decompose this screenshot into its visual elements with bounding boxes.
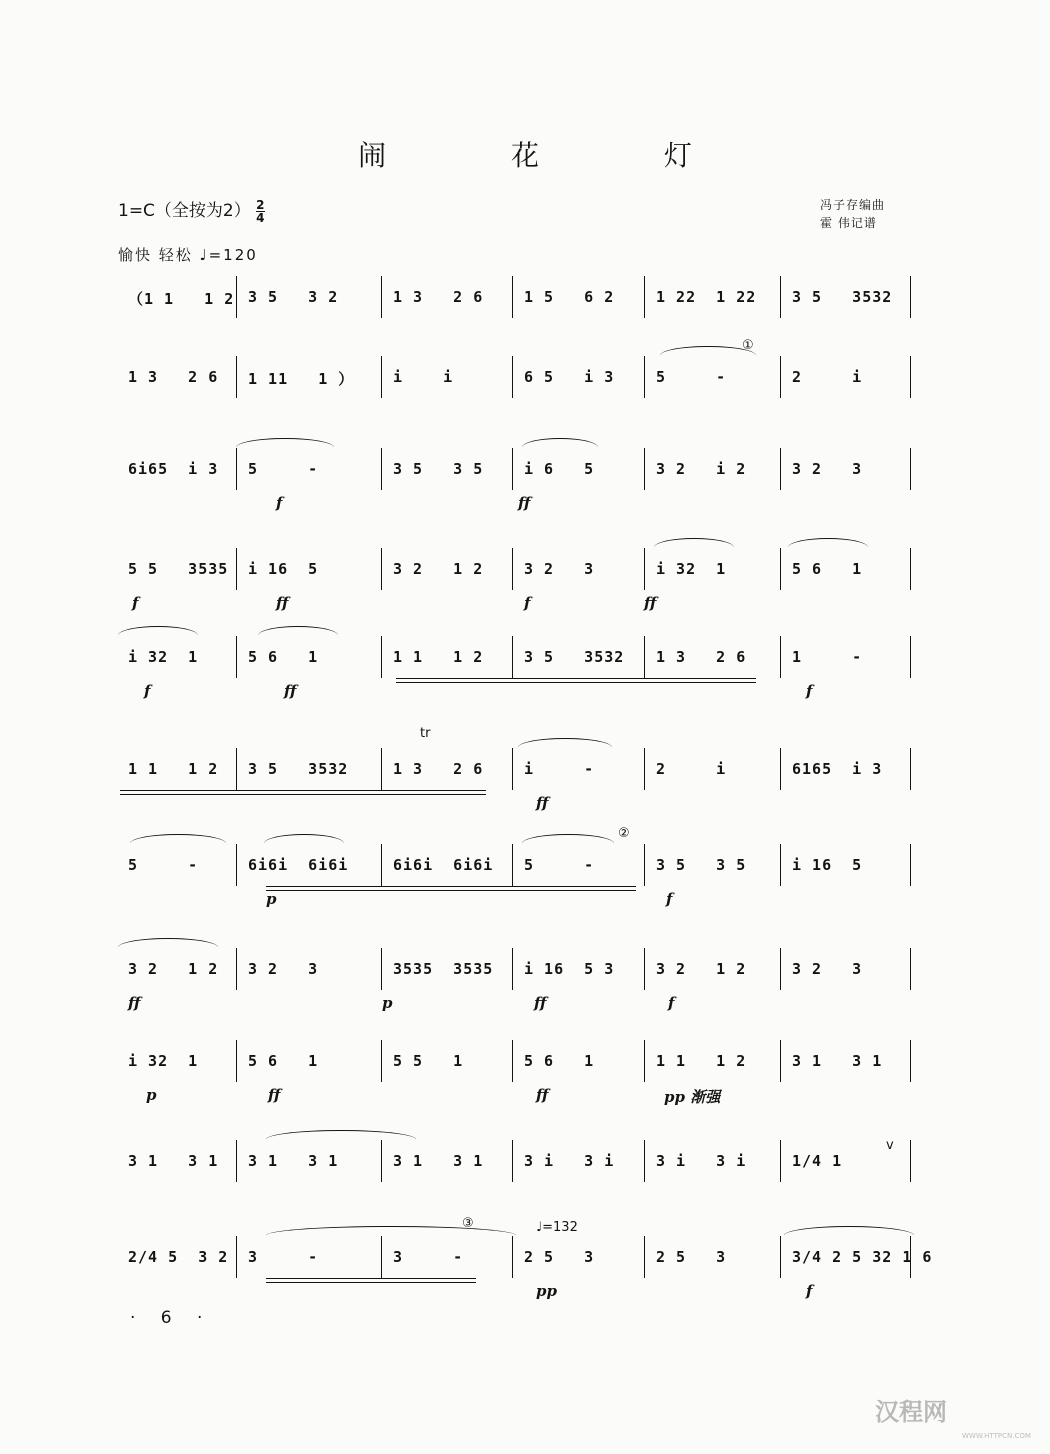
measure: i - (524, 760, 595, 778)
measure: 3 2 1 2 (656, 960, 747, 978)
time-signature: $\frac{2}{4}$ (256, 197, 265, 225)
score-annotation: ② (618, 826, 630, 841)
dynamic-marking: ff (534, 994, 547, 1012)
measure: i 16 5 3 (524, 960, 615, 978)
score-system (116, 1140, 926, 1200)
barline (780, 844, 781, 886)
barline (512, 1140, 513, 1182)
score-system (116, 548, 926, 612)
barline (236, 356, 237, 398)
measure: 5 - (248, 460, 319, 478)
slur (266, 1130, 416, 1149)
measure: （1 1 1 2 (128, 290, 235, 308)
dynamic-marking: f (806, 1282, 813, 1300)
barline (644, 1236, 645, 1278)
measure: i 6 5 (524, 460, 595, 478)
barline (236, 748, 237, 790)
transcriber-credit: 霍 伟记谱 (820, 216, 877, 230)
crescendo-line (396, 678, 756, 683)
slur (660, 346, 756, 365)
measure: i 16 5 (248, 560, 319, 578)
measure: 5 5 3535 (128, 560, 229, 578)
slur (654, 538, 734, 557)
composer-credit: 冯子存编曲 (820, 198, 886, 212)
barline (780, 636, 781, 678)
dynamic-marking: ff (518, 494, 531, 512)
measure: 5 6 1 (248, 1052, 319, 1070)
dynamic-marking: f (666, 890, 673, 908)
dynamic-marking: f (144, 682, 151, 700)
measure: 3 5 3 5 (656, 856, 747, 874)
barline (910, 948, 911, 990)
barline (780, 1236, 781, 1278)
barline (644, 448, 645, 490)
measure: 1 3 2 6 (393, 288, 484, 306)
measure: 2/4 5 3 2 (128, 1248, 229, 1266)
measure: 1/4 1 (792, 1152, 843, 1170)
measure: 3 - (248, 1248, 319, 1266)
barline (236, 844, 237, 886)
dynamic-marking: f (668, 994, 675, 1012)
barline (512, 356, 513, 398)
barline (644, 356, 645, 398)
barline (644, 948, 645, 990)
measure: 5 5 1 (393, 1052, 464, 1070)
dynamic-marking: f (806, 682, 813, 700)
barline (780, 448, 781, 490)
tempo-marking: 愉快 轻松 ♩=120 (118, 246, 258, 264)
dynamic-marking: p (146, 1086, 157, 1104)
crescendo-line (266, 1278, 476, 1283)
slur (522, 438, 598, 457)
barline (644, 276, 645, 318)
barline (780, 1140, 781, 1182)
slur (130, 834, 226, 853)
barline (780, 276, 781, 318)
barline (780, 948, 781, 990)
measure: 5 6 1 (792, 560, 863, 578)
barline (381, 636, 382, 678)
score-annotation: ① (742, 338, 754, 353)
slur (118, 938, 218, 957)
barline (910, 844, 911, 886)
dynamic-marking: f (524, 594, 531, 612)
measure: i 16 5 (792, 856, 863, 874)
measure: 3 i 3 i (524, 1152, 615, 1170)
page-number: · 6 · (130, 1308, 213, 1328)
score-system (116, 826, 926, 908)
barline (512, 448, 513, 490)
dynamic-marking: pp 渐强 (664, 1088, 721, 1106)
barline (236, 1040, 237, 1082)
barline (381, 356, 382, 398)
measure: 3 5 3532 (524, 648, 625, 666)
dynamic-marking: ff (276, 594, 289, 612)
score-system (116, 276, 926, 336)
watermark-url: WWW.HTTPCN.COM (962, 1432, 1031, 1440)
barline (644, 844, 645, 886)
barline (644, 636, 645, 678)
measure: i 32 1 (656, 560, 727, 578)
measure: 3 i 3 i (656, 1152, 747, 1170)
slur (264, 834, 344, 853)
barline (644, 1040, 645, 1082)
measure: 3 1 3 1 (248, 1152, 339, 1170)
barline (512, 276, 513, 318)
slur (784, 1226, 914, 1245)
score-system (116, 1040, 926, 1106)
score-annotation: v (886, 1138, 894, 1153)
measure: 2 5 3 (524, 1248, 595, 1266)
barline (236, 636, 237, 678)
dynamic-marking: ff (268, 1086, 281, 1104)
measure: 3 1 3 1 (792, 1052, 883, 1070)
measure: 5 - (128, 856, 199, 874)
barline (236, 1236, 237, 1278)
measure: 3 1 3 1 (393, 1152, 484, 1170)
measure: 3 1 3 1 (128, 1152, 219, 1170)
measure: 3 2 3 (524, 560, 595, 578)
barline (910, 748, 911, 790)
measure: 3 5 3 2 (248, 288, 339, 306)
measure: i 32 1 (128, 1052, 199, 1070)
dynamic-marking: ff (128, 994, 141, 1012)
barline (236, 548, 237, 590)
barline (512, 844, 513, 886)
barline (644, 548, 645, 590)
measure: 1 22 1 22 (656, 288, 757, 306)
barline (512, 636, 513, 678)
barline (910, 1040, 911, 1082)
barline (644, 748, 645, 790)
score-system (116, 636, 926, 700)
crescendo-line (266, 886, 636, 891)
dynamic-marking: ff (536, 1086, 549, 1104)
measure: 6 5 i 3 (524, 368, 615, 386)
measure: 5 6 1 (524, 1052, 595, 1070)
score-system (116, 448, 926, 512)
barline (910, 356, 911, 398)
measure: 3 2 1 2 (128, 960, 219, 978)
barline (236, 1140, 237, 1182)
score-system (116, 1216, 933, 1300)
barline (910, 1140, 911, 1182)
dynamic-marking: ff (284, 682, 297, 700)
barline (780, 748, 781, 790)
barline (512, 748, 513, 790)
measure: 6165 i 3 (792, 760, 883, 778)
measure: 1 1 1 2 (393, 648, 484, 666)
measure: 3 2 3 (792, 460, 863, 478)
measure: 3 2 3 (248, 960, 319, 978)
slur (266, 1226, 516, 1245)
measure: 3 2 i 2 (656, 460, 747, 478)
slur (258, 626, 338, 645)
score-annotation: ③ (462, 1216, 474, 1231)
key-signature (118, 196, 265, 224)
slur (788, 538, 868, 557)
barline (512, 948, 513, 990)
dynamic-marking: p (382, 994, 393, 1012)
dynamic-marking: p (266, 890, 277, 908)
barline (910, 636, 911, 678)
measure: 3 5 3532 (248, 760, 349, 778)
measure: 1 - (792, 648, 863, 666)
score-annotation: tr (420, 726, 431, 741)
barline (910, 548, 911, 590)
measure: i i (393, 368, 454, 386)
slur (518, 738, 612, 757)
slur (522, 834, 614, 853)
measure: 1 3 2 6 (656, 648, 747, 666)
barline (512, 548, 513, 590)
measure: 3535 3535 (393, 960, 494, 978)
measure: 2 i (656, 760, 727, 778)
barline (780, 1040, 781, 1082)
measure: 6i6i 6i6i (248, 856, 349, 874)
measure: i 32 1 (128, 648, 199, 666)
dynamic-marking: ff (644, 594, 657, 612)
measure: 3/4 2 5 32 1 6 (792, 1248, 933, 1266)
slur (118, 626, 198, 645)
score-system (116, 948, 926, 1012)
barline (512, 1040, 513, 1082)
measure: 1 11 1 ） (248, 370, 355, 388)
score-system (116, 726, 926, 812)
measure: 6i6i 6i6i (393, 856, 494, 874)
score-system (116, 338, 926, 416)
page-title: 闹 花 灯 (358, 139, 750, 172)
barline (644, 1140, 645, 1182)
measure: 1 3 2 6 (128, 368, 219, 386)
score-annotation: ♩=132 (536, 1220, 578, 1235)
measure: 3 - (393, 1248, 464, 1266)
slur (236, 438, 334, 457)
barline (780, 548, 781, 590)
measure: 3 5 3 5 (393, 460, 484, 478)
measure: 3 5 3532 (792, 288, 893, 306)
barline (381, 844, 382, 886)
dynamic-marking: f (132, 594, 139, 612)
measure: 1 1 1 2 (656, 1052, 747, 1070)
measure: 2 i (792, 368, 863, 386)
watermark-logo: 汉程网 (875, 1398, 947, 1426)
barline (381, 748, 382, 790)
barline (381, 1040, 382, 1082)
barline (236, 276, 237, 318)
measure: 5 - (656, 368, 727, 386)
dynamic-marking: pp (536, 1282, 557, 1300)
measure: 3 2 3 (792, 960, 863, 978)
barline (381, 948, 382, 990)
crescendo-line (120, 790, 486, 795)
measure: 5 6 1 (248, 648, 319, 666)
measure: 2 5 3 (656, 1248, 727, 1266)
barline (910, 276, 911, 318)
measure: 3 2 1 2 (393, 560, 484, 578)
barline (381, 276, 382, 318)
barline (381, 548, 382, 590)
key-signature-text: 1=C（全按为2） (118, 201, 251, 221)
measure: 1 3 2 6 (393, 760, 484, 778)
barline (381, 448, 382, 490)
measure: 6i65 i 3 (128, 460, 219, 478)
measure: 1 5 6 2 (524, 288, 615, 306)
barline (780, 356, 781, 398)
barline (236, 948, 237, 990)
measure: 1 1 1 2 (128, 760, 219, 778)
measure: 5 - (524, 856, 595, 874)
dynamic-marking: f (276, 494, 283, 512)
barline (910, 448, 911, 490)
dynamic-marking: ff (536, 794, 549, 812)
